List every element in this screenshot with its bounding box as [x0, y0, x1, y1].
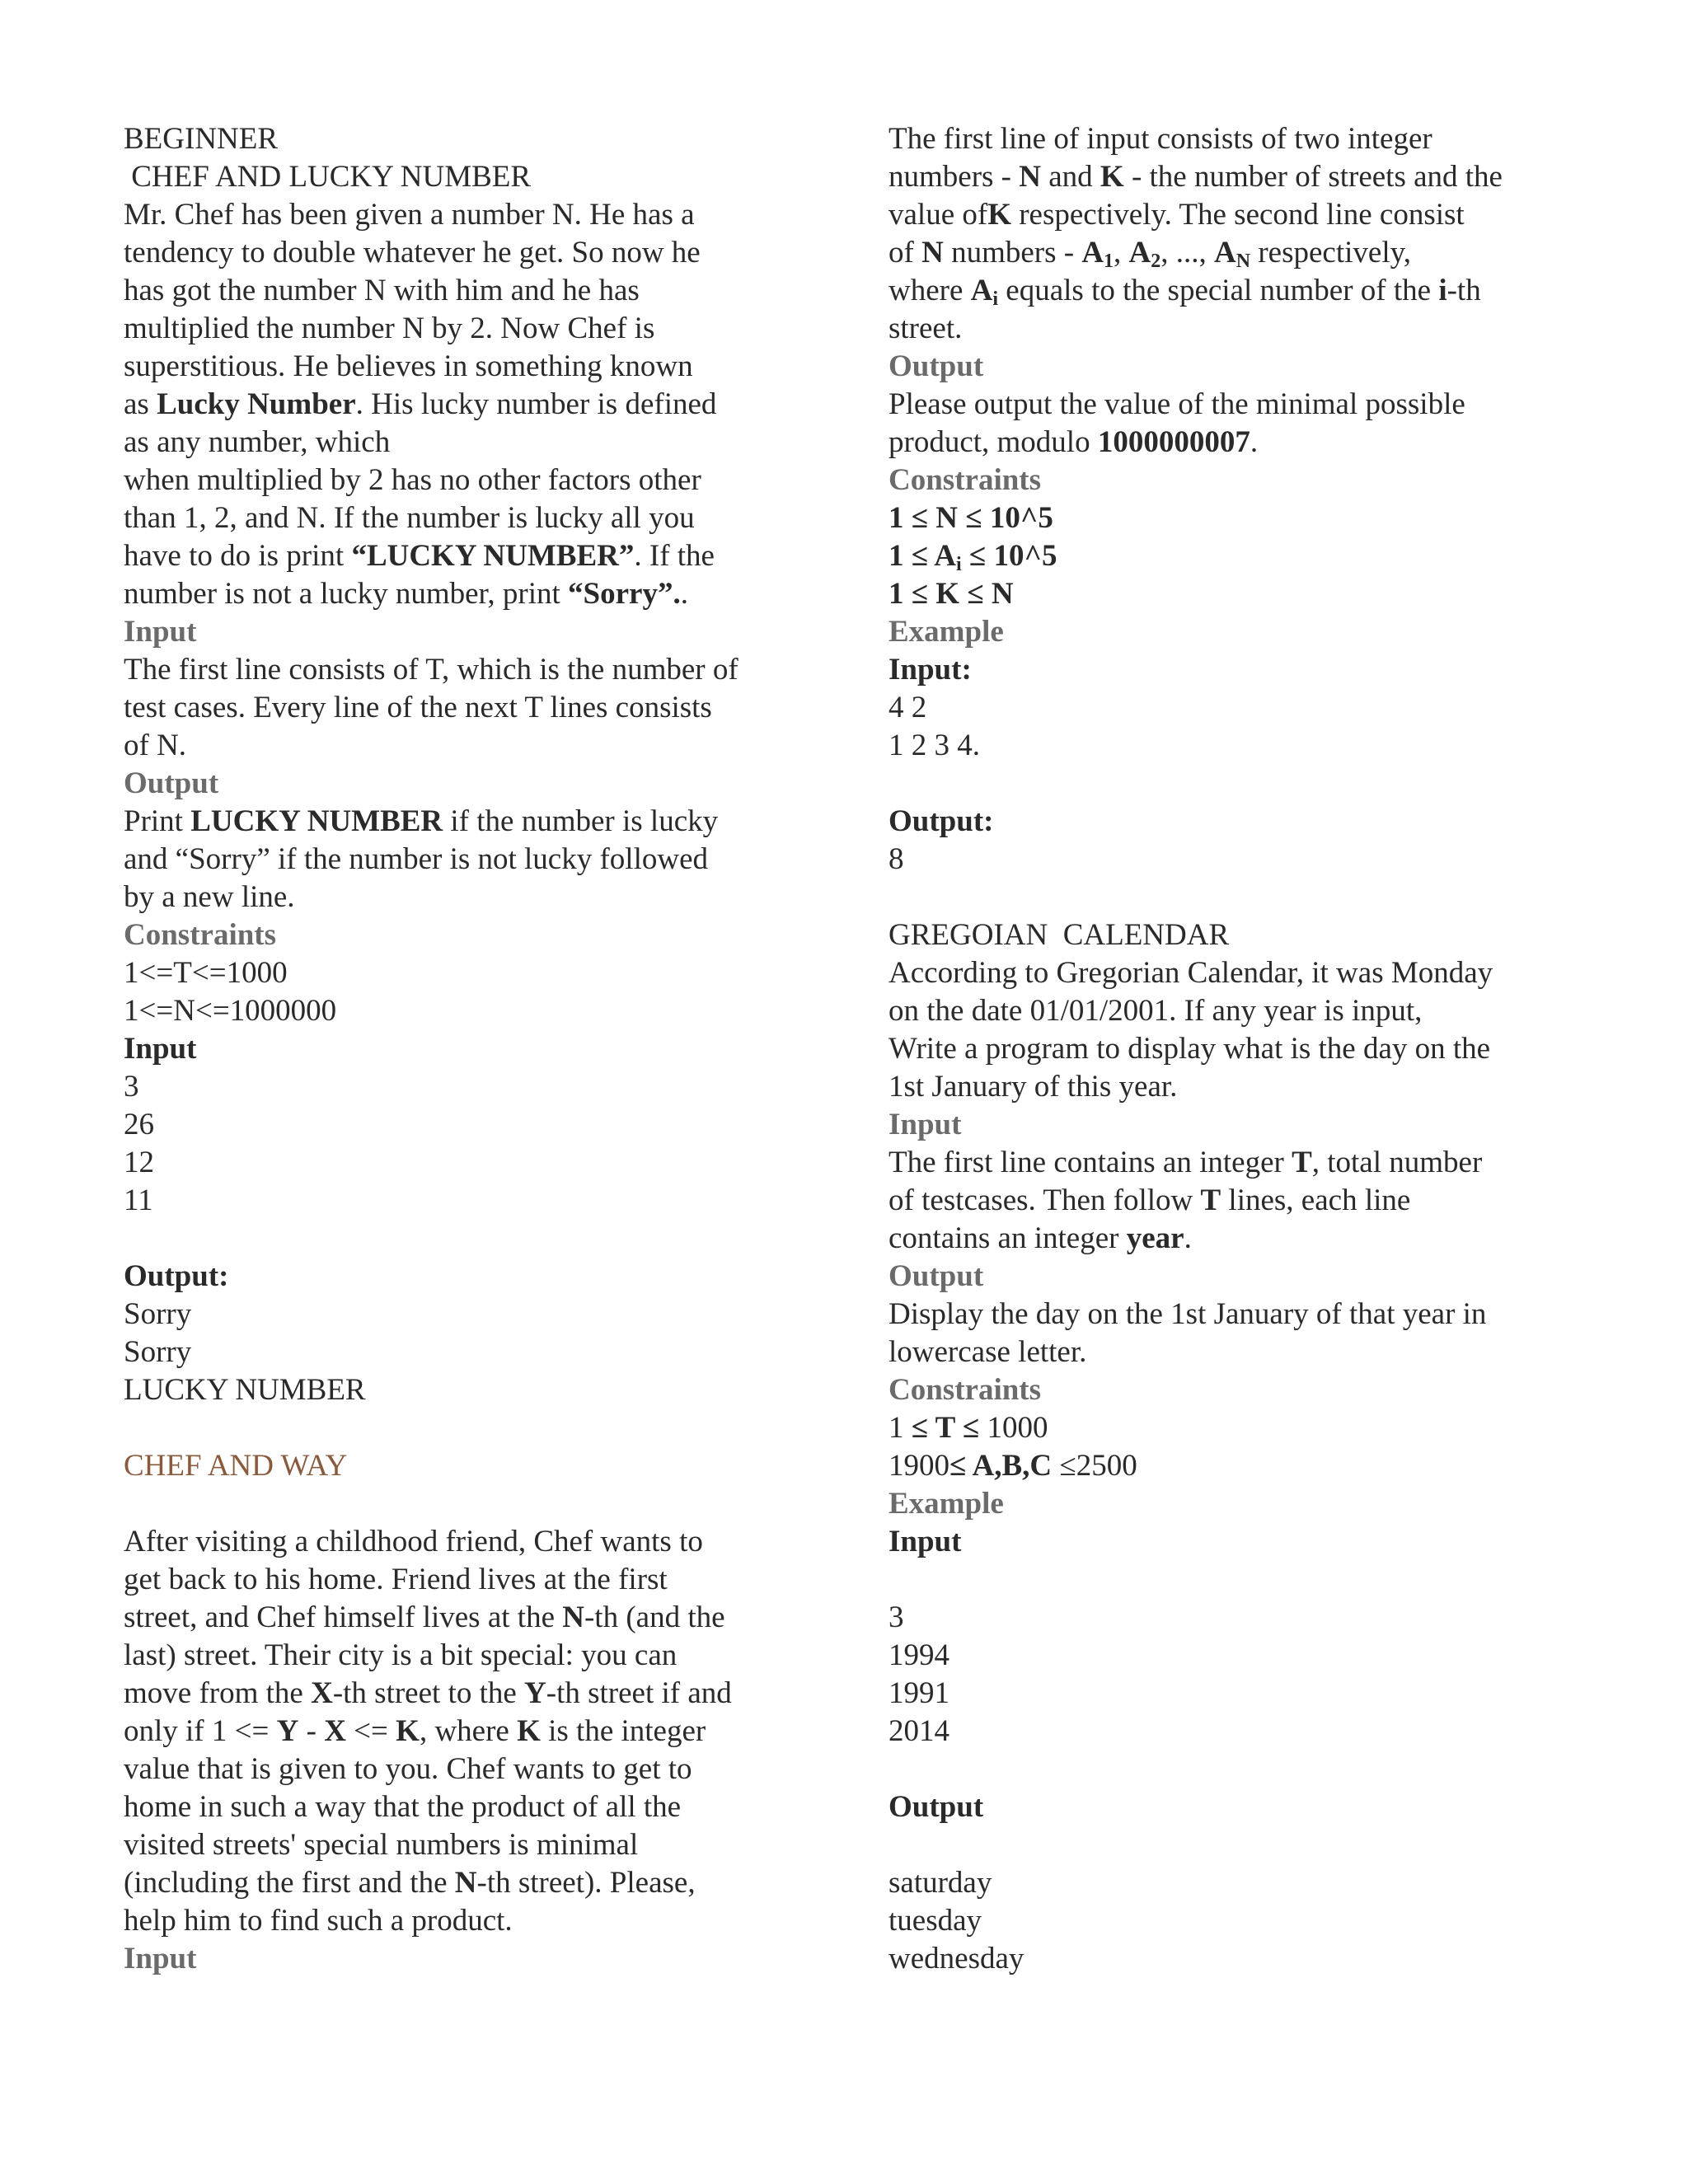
bold-term: K [987, 198, 1011, 232]
text-run: . His lucky number is defined [355, 387, 717, 421]
bold-term: T [1200, 1183, 1221, 1217]
bold-term: K [1100, 160, 1124, 194]
text-run: where [889, 274, 971, 307]
body-line: Mr. Chef has been given a number N. He has a [124, 198, 695, 232]
text-run: <= [345, 1714, 396, 1748]
sample-input-line: 3 [889, 1601, 904, 1634]
subscript: i [992, 288, 999, 310]
right-column [889, 120, 1573, 1978]
heading-input: Input [124, 1942, 197, 1975]
body-line [124, 1864, 808, 1902]
bold-term: A [1214, 236, 1236, 269]
text-run: The first line contains an integer [889, 1146, 1292, 1179]
text-run: value of [889, 198, 988, 232]
body-line [124, 537, 808, 575]
text-run: 1 ≤ A [889, 539, 956, 573]
body-line: Please output the value of the minimal possible [889, 387, 1465, 421]
text-run: move from the [124, 1676, 312, 1710]
body-line [124, 575, 808, 613]
heading-example: Example [889, 1487, 1004, 1521]
bold-term: X [311, 1676, 333, 1710]
constraint-line [889, 1409, 1573, 1447]
spacer [889, 1750, 1573, 1788]
subscript: 2 [1151, 251, 1161, 272]
sample-input-line: 3 [124, 1070, 139, 1104]
sample-input-line: 1994 [889, 1638, 950, 1672]
heading-sample-output: Output [889, 1790, 984, 1824]
body-line [889, 1144, 1573, 1182]
text-run: lines, each line [1221, 1183, 1411, 1217]
body-line [124, 1675, 808, 1713]
text-run: if the number is lucky [443, 804, 719, 838]
bold-term: LUCKY NUMBER [190, 804, 443, 838]
body-line: test cases. Every line of the next T lines consists [124, 691, 712, 724]
body-line [889, 424, 1573, 462]
sample-output-line: Sorry [124, 1335, 192, 1369]
heading-output: Output [889, 349, 984, 383]
left-column [124, 120, 808, 1978]
body-line: and “Sorry” if the number is not lucky followed [124, 842, 708, 876]
text-run: 1900 [889, 1449, 950, 1483]
text-run: respectively, [1250, 236, 1411, 269]
body-line [124, 803, 808, 841]
body-line: visited streets' special numbers is minimal [124, 1828, 639, 1862]
body-line: when multiplied by 2 has no other factors other [124, 463, 701, 497]
body-line [124, 1599, 808, 1637]
heading-sample-input: Input [889, 1525, 962, 1558]
sample-input-line: 4 2 [889, 691, 927, 724]
text-run: respectively. The second line consist [1010, 198, 1465, 232]
text-run: Print [124, 804, 191, 838]
heading-input: Input [889, 1108, 962, 1141]
bold-term: N [454, 1866, 477, 1900]
sample-output-line: tuesday [889, 1904, 982, 1938]
sample-output-line: 8 [889, 842, 904, 876]
bold-term: K [396, 1714, 420, 1748]
bold-term: ≤ T ≤ [911, 1411, 980, 1445]
body-line: After visiting a childhood friend, Chef wants to [124, 1525, 703, 1558]
text-run: contains an integer [889, 1221, 1127, 1255]
body-line: The first line of input consists of two integer [889, 122, 1432, 156]
sample-input-line: 26 [124, 1108, 154, 1141]
bold-term: year [1126, 1221, 1184, 1255]
constraint-line [889, 537, 1573, 575]
body-line: lowercase letter. [889, 1335, 1087, 1369]
body-line: multiplied the number N by 2. Now Chef is [124, 312, 655, 345]
text-run: -th street). Please, [476, 1866, 696, 1900]
text-run: -th street if and [546, 1676, 732, 1710]
text-run: equals to the special number of the [998, 274, 1439, 307]
text-run: numbers - [889, 160, 1020, 194]
body-line [889, 272, 1573, 310]
text-run: . [1250, 425, 1259, 459]
text-run: product, modulo [889, 425, 1098, 459]
heading-sample-input: Input: [889, 653, 972, 687]
bold-term: ≤ A,B,C [950, 1449, 1060, 1483]
spacer [889, 1561, 1573, 1599]
body-line: According to Gregorian Calendar, it was Monday [889, 956, 1493, 990]
sample-output-line: Sorry [124, 1297, 192, 1331]
body-line: as any number, which [124, 425, 391, 459]
subscript: i [956, 554, 962, 575]
text-run: of [889, 236, 922, 269]
sample-input-line: 11 [124, 1183, 153, 1217]
body-line: help him to find such a product. [124, 1904, 513, 1938]
bold-term: A [1081, 236, 1104, 269]
bold-term: “LUCKY NUMBER” [351, 539, 635, 573]
body-line [889, 158, 1573, 196]
bold-term: A [1128, 236, 1151, 269]
heading-example: Example [889, 615, 1004, 649]
bold-term: A [970, 274, 993, 307]
heading-sample-input: Input [124, 1032, 197, 1066]
heading-sample-output: Output: [124, 1259, 229, 1293]
spacer [124, 1220, 808, 1258]
sample-output-line: LUCKY NUMBER [124, 1373, 366, 1407]
bold-term: Y [524, 1676, 546, 1710]
body-line: of N. [124, 729, 187, 762]
constraint-line: 1<=N<=1000000 [124, 994, 337, 1028]
spacer [889, 879, 1573, 916]
heading-output: Output [889, 1259, 984, 1293]
body-line: superstitious. He believes in something known [124, 349, 693, 383]
body-line: than 1, 2, and N. If the number is lucky all you [124, 501, 695, 535]
section-label-beginner: BEGINNER [124, 122, 279, 156]
body-line [124, 1713, 808, 1750]
body-line [889, 1182, 1573, 1220]
sample-input-line: 1 2 3 4. [889, 729, 980, 762]
text-run: . If the [634, 539, 715, 573]
bold-term: T [1292, 1146, 1312, 1179]
subscript: N [1236, 251, 1251, 272]
problem-title-gregorian-calendar: GREGOIAN CALENDAR [889, 918, 1230, 952]
bold-term: 1000000007 [1097, 425, 1250, 459]
text-run: -th [1447, 274, 1481, 307]
heading-input: Input [124, 615, 197, 649]
body-line [124, 386, 808, 424]
problem-title-lucky-number: CHEF AND LUCKY NUMBER [124, 160, 532, 194]
text-run: and [1040, 160, 1100, 194]
bold-term: “Sorry”. [568, 577, 681, 611]
bold-term: Lucky Number [157, 387, 356, 421]
text-run: , ..., [1160, 236, 1215, 269]
constraint-line: 1 ≤ K ≤ N [889, 577, 1014, 611]
bold-term: K [517, 1714, 541, 1748]
text-run: 1 [889, 1411, 912, 1445]
text-run: , total number [1311, 1146, 1483, 1179]
spacer [889, 765, 1573, 803]
bold-term: X [324, 1714, 346, 1748]
text-run: street, and Chef himself lives at the [124, 1601, 563, 1634]
body-line: Write a program to display what is the day on the [889, 1032, 1491, 1066]
text-run: as [124, 387, 157, 421]
text-run: . [680, 577, 688, 611]
text-run: (including the first and the [124, 1866, 455, 1900]
spacer [124, 1409, 808, 1447]
body-line [889, 1220, 1573, 1258]
heading-constraints: Constraints [124, 918, 277, 952]
body-line: last) street. Their city is a bit special: you can [124, 1638, 678, 1672]
text-run: - [298, 1714, 325, 1748]
text-run: . [1184, 1221, 1192, 1255]
bold-term: N [562, 1601, 584, 1634]
sample-output-line: wednesday [889, 1942, 1025, 1975]
heading-constraints: Constraints [889, 1373, 1042, 1407]
body-line: get back to his home. Friend lives at the first [124, 1563, 668, 1596]
constraint-line: 1 ≤ N ≤ 10^5 [889, 501, 1053, 535]
sample-input-line: 2014 [889, 1714, 950, 1748]
body-line: The first line consists of T, which is the number of [124, 653, 738, 687]
body-line: tendency to double whatever he get. So now he [124, 236, 701, 269]
sample-input-line: 12 [124, 1146, 154, 1179]
text-run: ≤ 10^5 [961, 539, 1057, 573]
body-line [889, 196, 1573, 234]
bold-term: N [1019, 160, 1041, 194]
text-run: ≤2500 [1059, 1449, 1137, 1483]
heading-constraints: Constraints [889, 463, 1042, 497]
subscript: 1 [1104, 251, 1114, 272]
body-line: on the date 01/01/2001. If any year is input, [889, 994, 1423, 1028]
body-line [889, 234, 1573, 272]
heading-sample-output: Output: [889, 804, 994, 838]
text-run: number is not a lucky number, print [124, 577, 569, 611]
spacer [889, 1826, 1573, 1864]
text-run: is the integer [540, 1714, 706, 1748]
sample-input-line: 1991 [889, 1676, 950, 1710]
text-run: , where [419, 1714, 518, 1748]
text-run: of testcases. Then follow [889, 1183, 1201, 1217]
text-run: numbers - [943, 236, 1082, 269]
body-line: home in such a way that the product of all the [124, 1790, 682, 1824]
heading-output: Output [124, 766, 219, 800]
body-line: Display the day on the 1st January of that year in [889, 1297, 1487, 1331]
constraint-line [889, 1447, 1573, 1485]
text-run: 1000 [979, 1411, 1048, 1445]
text-run: -th (and the [584, 1601, 725, 1634]
body-line: value that is given to you. Chef wants to get to [124, 1752, 692, 1786]
constraint-line: 1<=T<=1000 [124, 956, 288, 990]
problem-title-chef-and-way: CHEF AND WAY [124, 1449, 348, 1483]
text-run: , [1114, 236, 1129, 269]
text-run: -th street to the [332, 1676, 525, 1710]
body-line: 1st January of this year. [889, 1070, 1178, 1104]
text-run: only if 1 <= [124, 1714, 277, 1748]
text-run: - the number of streets and the [1123, 160, 1503, 194]
body-line: street. [889, 312, 963, 345]
body-line: by a new line. [124, 880, 295, 914]
text-run: have to do is print [124, 539, 352, 573]
sample-output-line: saturday [889, 1866, 992, 1900]
bold-term: Y [276, 1714, 299, 1748]
spacer [124, 1485, 808, 1523]
body-line: has got the number N with him and he has [124, 274, 640, 307]
bold-term: N [921, 236, 944, 269]
bold-term: i [1438, 274, 1447, 307]
